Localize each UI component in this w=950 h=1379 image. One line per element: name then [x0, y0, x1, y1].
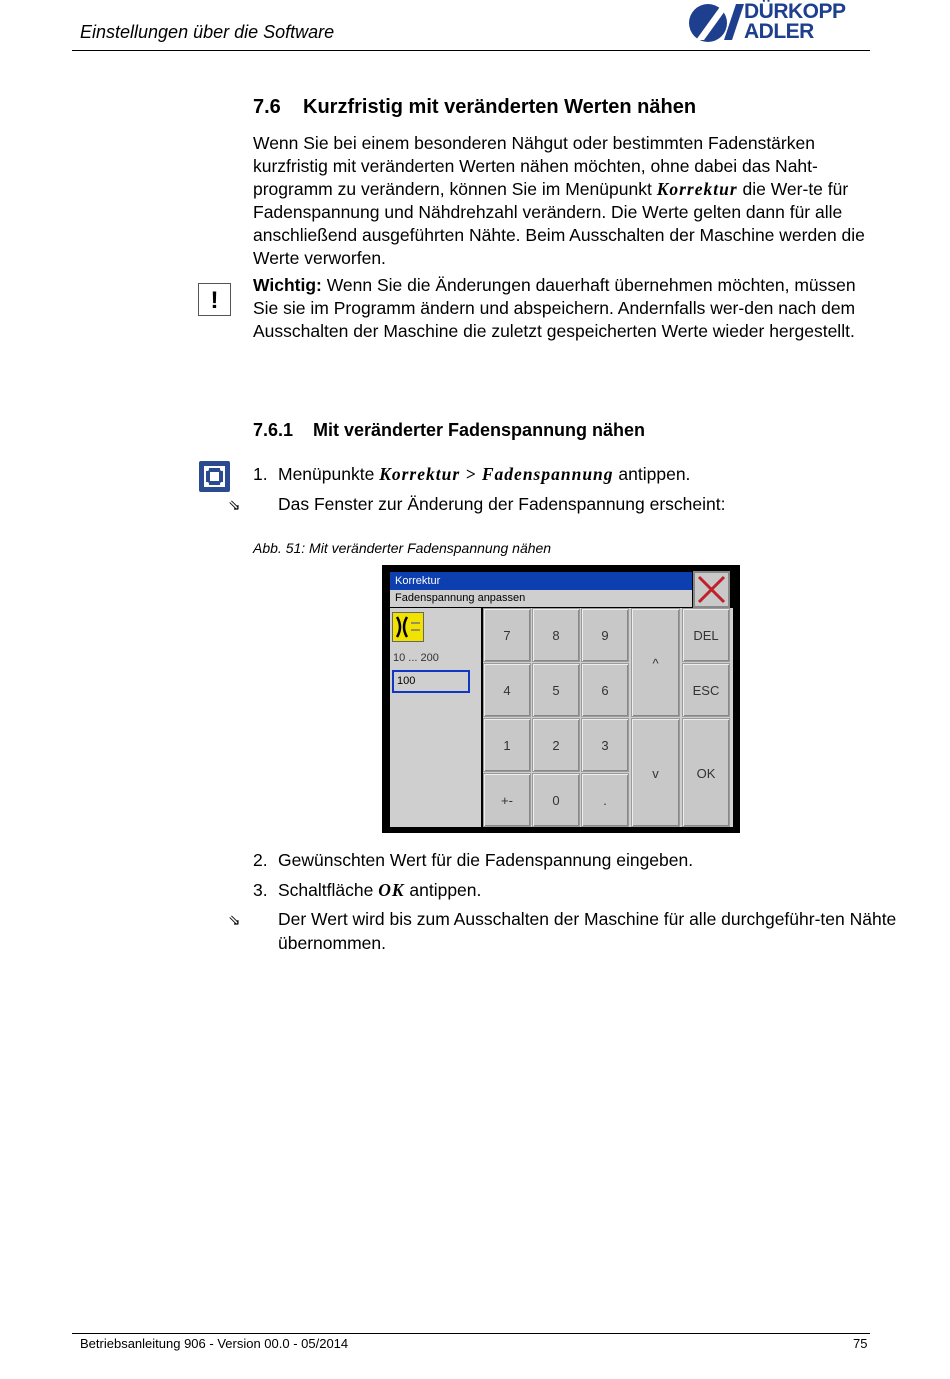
exclamation-icon: !	[198, 283, 231, 316]
result-arrow-icon: ⇘	[228, 497, 241, 514]
step-1-number: 1.	[253, 464, 268, 484]
logo-text-line1: DÜRKOPP	[744, 0, 846, 23]
step-2-text: Gewünschten Wert für die Fadenspannung eingeben.	[278, 850, 694, 870]
key-2[interactable]: 2	[532, 718, 580, 772]
menu-path-fadenspannung: Korrektur > Fadenspannung	[379, 464, 614, 484]
important-label: Wichtig:	[253, 275, 322, 295]
subsection-heading	[253, 420, 645, 441]
key-esc[interactable]: ESC	[682, 663, 730, 717]
key-plus-minus[interactable]: +-	[483, 773, 531, 827]
important-text: Wenn Sie die Änderungen dauerhaft übernehmen möchten, müssen Sie sie im Programm ändern und abspeichern. Andernfalls wer-den nach dem Ausschalten der Maschine die zuletzt gespeicherten Werte wieder hergestellt.	[253, 275, 856, 341]
step-1-text: Menüpunkte	[278, 464, 380, 484]
key-3[interactable]: 3	[581, 718, 629, 772]
section-number: 7.6	[253, 96, 281, 118]
value-input[interactable]: 100	[392, 670, 470, 693]
duerkopp-adler-logo	[686, 0, 872, 46]
step-3-text-end: antippen.	[404, 880, 482, 900]
subsection-number: 7.6.1	[253, 420, 294, 440]
section-heading	[253, 96, 696, 119]
step-2-number: 2.	[253, 850, 268, 870]
key-9[interactable]: 9	[581, 608, 629, 662]
value-range: 10 ... 200	[393, 652, 439, 664]
menu-term-korrektur: Korrektur	[656, 179, 738, 199]
key-4[interactable]: 4	[483, 663, 531, 717]
value-panel	[390, 608, 481, 827]
result-1	[228, 493, 898, 517]
page-number: 75	[853, 1336, 868, 1351]
result-2-text: Der Wert wird bis zum Ausschalten der Maschine für alle durchgeführ-ten Nähte übernommen.	[278, 909, 897, 953]
step-3-number: 3.	[253, 880, 268, 900]
key-8[interactable]: 8	[532, 608, 580, 662]
key-1[interactable]: 1	[483, 718, 531, 772]
intro-text-2: die Wer-te für Fadenspannung und Nähdrehzahl verändern. Die Werte gelten dann für alle anschließend ausgeführten Nähte. Beim Ausschalten der Maschine werden die Werte verworfen.	[253, 179, 865, 268]
key-6[interactable]: 6	[581, 663, 629, 717]
step-3	[253, 879, 873, 902]
close-icon[interactable]	[693, 571, 730, 608]
screen-subtitle: Fadenspannung anpassen	[390, 590, 692, 607]
step-1	[253, 463, 873, 486]
key-down[interactable]: v	[631, 718, 680, 827]
logo-mark-icon	[686, 0, 744, 46]
running-header: Einstellungen über die Software	[80, 22, 335, 42]
key-up[interactable]: ^	[631, 608, 680, 717]
important-note	[253, 274, 873, 343]
key-5[interactable]: 5	[532, 663, 580, 717]
header-divider	[72, 50, 870, 51]
button-term-ok: OK	[378, 880, 405, 900]
screen-title-bar: Korrektur	[390, 572, 692, 590]
result-2	[228, 908, 898, 955]
logo-text-line2: ADLER	[744, 20, 814, 43]
touchscreen-icon	[199, 461, 230, 492]
intro-text-1: Wenn Sie bei einem besonderen Nähgut oder bestimmten Fadenstärken kurzfristig mit veränderten Werten nähen möchten, ohne dabei das Naht-programm zu verändern, können Sie im Menüpunkt	[253, 133, 818, 199]
thread-tension-icon	[392, 612, 424, 642]
key-0[interactable]: 0	[532, 773, 580, 827]
footer-divider	[72, 1333, 870, 1334]
subsection-title: Mit veränderter Fadenspannung nähen	[313, 420, 646, 440]
footer-document-info: Betriebsanleitung 906 - Version 00.0 - 05/2014	[80, 1336, 349, 1351]
step-2	[253, 849, 873, 872]
step-3-text: Schaltfläche	[278, 880, 379, 900]
section-title: Kurzfristig mit veränderten Werten nähen	[303, 96, 697, 118]
key-7[interactable]: 7	[483, 608, 531, 662]
keypad	[483, 608, 733, 827]
key-decimal[interactable]: .	[581, 773, 629, 827]
key-ok[interactable]: OK	[682, 718, 730, 827]
key-del[interactable]: DEL	[682, 608, 730, 662]
step-1-text-end: antippen.	[613, 464, 691, 484]
control-panel-screenshot	[382, 565, 740, 833]
result-1-text: Das Fenster zur Änderung der Fadenspannung erscheint:	[278, 494, 726, 514]
result-arrow-icon: ⇘	[228, 912, 241, 929]
figure-caption: Abb. 51: Mit veränderter Fadenspannung nähen	[253, 540, 552, 556]
intro-paragraph	[253, 132, 873, 270]
